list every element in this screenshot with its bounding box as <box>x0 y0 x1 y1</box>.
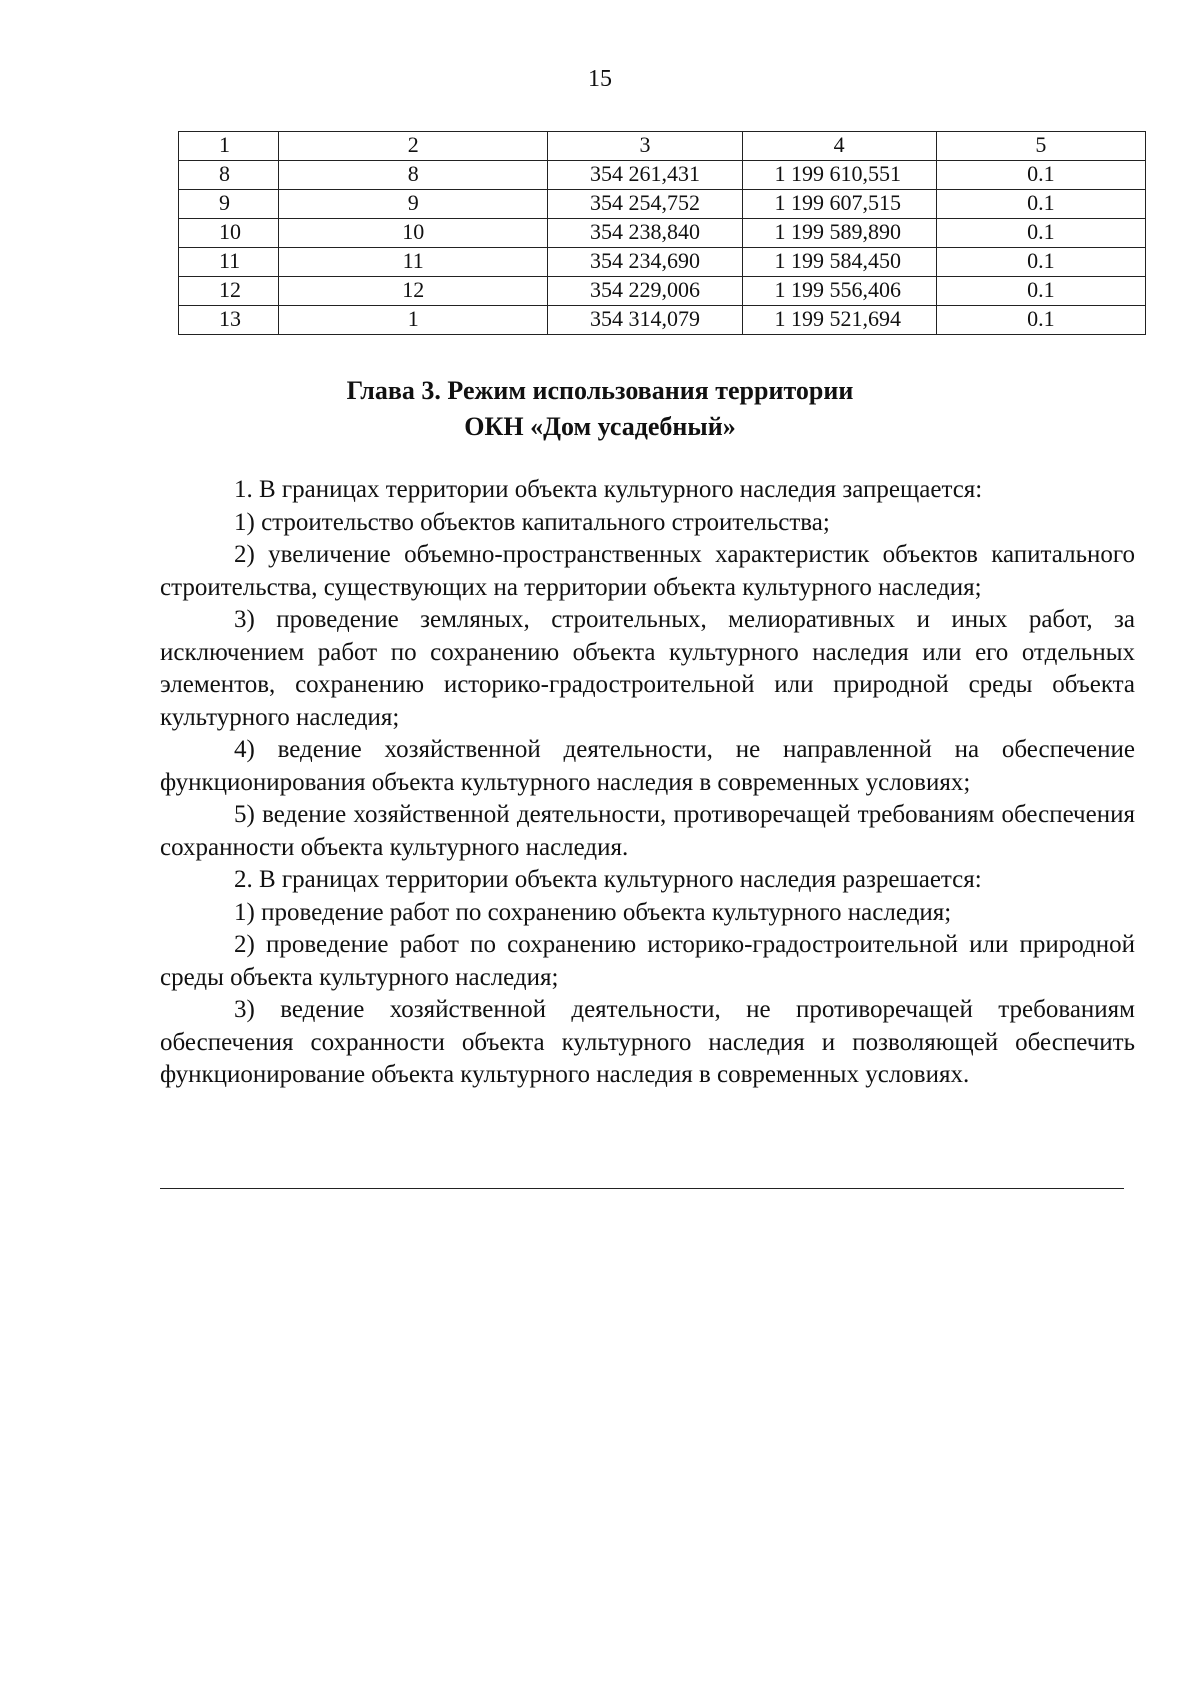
table-header-cell: 2 <box>279 132 548 161</box>
table-cell: 1 199 589,890 <box>742 219 936 248</box>
table-cell: 0.1 <box>936 190 1145 219</box>
chapter-body <box>160 474 1135 1092</box>
table-cell: 1 199 556,406 <box>742 277 936 306</box>
table-cell: 0.1 <box>936 161 1145 190</box>
paragraph: 3) проведение земляных, строительных, мелиоративных и иных работ, за исключением работ по сохранению объекта культурного наследия или его отдельных элементов, сохранению историко-градостроительной или природной среды объекта культурного наследия; <box>160 606 1135 731</box>
table-row <box>179 190 1146 219</box>
paragraph: 1. В границах территории объекта культурного наследия запрещается: <box>234 476 983 503</box>
table-row <box>179 248 1146 277</box>
table-cell: 1 199 607,515 <box>742 190 936 219</box>
table-cell: 9 <box>179 190 279 219</box>
table-cell: 354 234,690 <box>548 248 742 277</box>
table-cell: 11 <box>279 248 548 277</box>
table-cell: 12 <box>179 277 279 306</box>
table-cell: 0.1 <box>936 306 1145 335</box>
table-cell: 12 <box>279 277 548 306</box>
table-cell: 354 238,840 <box>548 219 742 248</box>
table-cell: 354 254,752 <box>548 190 742 219</box>
chapter-heading <box>0 373 1200 445</box>
table-row <box>179 161 1146 190</box>
paragraph: 2) увеличение объемно-пространственных характеристик объектов капитального строительства, существующих на территории объекта культурного наследия; <box>160 541 1135 601</box>
chapter-heading-line: Глава 3. Режим использования территории <box>346 376 854 405</box>
table-cell: 354 261,431 <box>548 161 742 190</box>
table-header-cell: 4 <box>742 132 936 161</box>
table-cell: 1 199 610,551 <box>742 161 936 190</box>
table-cell: 10 <box>179 219 279 248</box>
table-cell: 13 <box>179 306 279 335</box>
table-cell: 0.1 <box>936 248 1145 277</box>
table-cell: 354 229,006 <box>548 277 742 306</box>
paragraph: 5) ведение хозяйственной деятельности, противоречащей требованиям обеспечения сохранности объекта культурного наследия. <box>160 801 1135 861</box>
paragraph: 2. В границах территории объекта культурного наследия разрешается: <box>234 866 982 893</box>
table-cell: 0.1 <box>936 219 1145 248</box>
coordinates-table <box>178 131 1146 335</box>
table-cell: 0.1 <box>936 277 1145 306</box>
table-header-cell: 3 <box>548 132 742 161</box>
chapter-heading-line: ОКН «Дом усадебный» <box>464 412 736 441</box>
paragraph: 2) проведение работ по сохранению историко-градостроительной или природной среды объекта культурного наследия; <box>160 931 1135 991</box>
table-cell: 1 199 584,450 <box>742 248 936 277</box>
paragraph: 1) строительство объектов капитального строительства; <box>234 508 830 536</box>
table-row <box>179 277 1146 306</box>
table-header-cell: 1 <box>179 132 279 161</box>
table-cell: 8 <box>279 161 548 190</box>
table-cell: 10 <box>279 219 548 248</box>
end-divider <box>160 1188 1124 1189</box>
table-header-row <box>179 132 1146 161</box>
page-number: 15 <box>588 66 612 92</box>
table-cell: 354 314,079 <box>548 306 742 335</box>
table-cell: 8 <box>179 161 279 190</box>
table-row <box>179 219 1146 248</box>
table-cell: 1 <box>279 306 548 335</box>
paragraph: 1) проведение работ по сохранению объекта культурного наследия; <box>234 898 952 926</box>
paragraph: 4) ведение хозяйственной деятельности, не направленной на обеспечение функционирования объекта культурного наследия в современных условиях; <box>160 736 1135 796</box>
table-cell: 11 <box>179 248 279 277</box>
table-cell: 1 199 521,694 <box>742 306 936 335</box>
paragraph: 3) ведение хозяйственной деятельности, не противоречащей требованиям обеспечения сохранности объекта культурного наследия и позволяющей обеспечить функционирование объекта культурного наследия в современных условиях. <box>160 996 1135 1088</box>
table-row <box>179 306 1146 335</box>
table-header-cell: 5 <box>936 132 1145 161</box>
table-cell: 9 <box>279 190 548 219</box>
